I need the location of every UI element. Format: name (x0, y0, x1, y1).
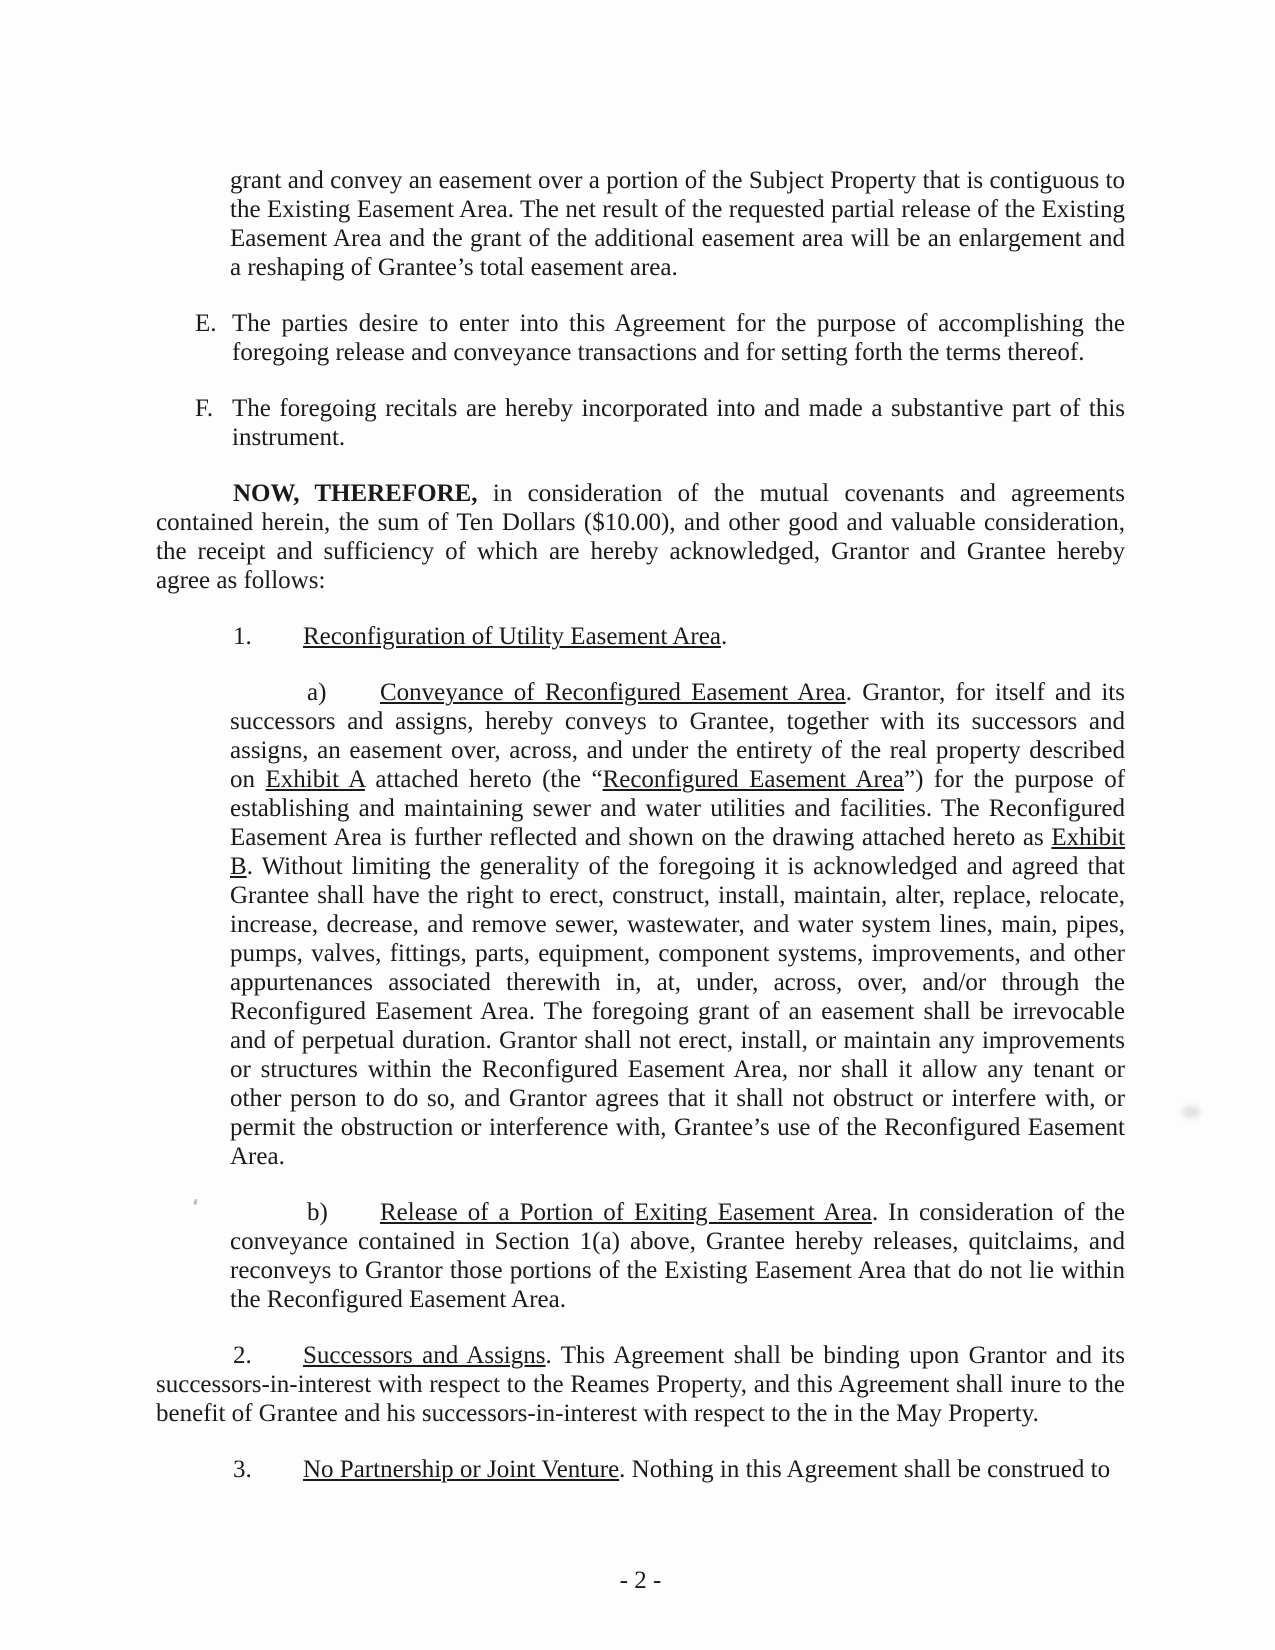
recital-f (195, 394, 1125, 452)
paragraph-recital-d-continuation (230, 166, 1125, 282)
section-1a-text-3: ”) for the purpose of establishing and maintaining sewer and water utilities and facilities. The Reconfigured Easement Area is further reflected and shown on the drawing attached hereto as (230, 766, 1126, 851)
section-3-text: . Nothing in this Agreement shall be construed to (619, 1456, 1111, 1483)
section-1-heading-period: . (720, 623, 728, 650)
now-therefore-text: in consideration of the mutual covenants and agreements contained herein, the sum of Ten Dollars ($10.00), and other good and valuable consideration, the receipt and sufficiency of which are hereby acknowledged, Grantor and Grantee hereby agree as follows: (156, 480, 1125, 594)
paragraph-now-therefore (156, 479, 1125, 595)
recital-e-label: E. (195, 310, 217, 337)
recital-d-continuation-text: grant and convey an easement over a portion of the Subject Property that is contiguous to the Existing Easement Area. The net result of the requested partial release of the Existing Easement Area and the grant of the additional easement area will be an enlargement and a reshaping of Grantee’s total easement area. (230, 167, 1125, 281)
section-1-heading-line (156, 622, 1125, 651)
page-number: - 2 - (619, 1567, 662, 1594)
section-1a-marker: a) (307, 679, 327, 706)
section-2-paragraph (156, 1341, 1125, 1428)
section-1a-paragraph (230, 678, 1125, 1171)
exhibit-a-reference: Exhibit A (265, 766, 365, 793)
section-1a-text-1: . Grantor, for itself and its successors and assigns, hereby conveys to Grantee, together with its successors and assigns, an easement over, across, and under the entirety of the real property described on (230, 679, 1125, 793)
now-therefore-lead: NOW, THEREFORE, (233, 480, 478, 507)
section-1a-heading: Conveyance of Reconfigured Easement Area (380, 679, 846, 706)
section-1-number: 1. (233, 623, 252, 650)
section-1b-marker: b) (307, 1199, 328, 1226)
section-3-heading: No Partnership or Joint Venture (303, 1456, 620, 1483)
section-3-paragraph (156, 1455, 1125, 1484)
section-2-text: . This Agreement shall be binding upon Grantor and its successors-in-interest with respect to the Reames Property, and this Agreement shall inure to the benefit of Grantee and his successors-in-interest with respect to the in the May Property. (156, 1342, 1126, 1427)
recital-e (195, 309, 1125, 367)
section-1a-text-2: attached hereto (the “ (364, 766, 603, 793)
exhibit-b-reference: Exhibit B (230, 824, 1125, 880)
section-1a-text-4: . Without limiting the generality of the foregoing it is acknowledged and agreed that Grantee shall have the right to erect, construct, install, maintain, alter, replace, relocate, increase, decrease, and remove sewer, wastewater, and water system lines, main, pipes, pumps, valves, fittings, parts, equipment, component systems, improvements, and other appurtenances associated therewith in, at, under, across, over, and/or through the Reconfigured Easement Area. The foregoing grant of an easement shall be irrevocable and of perpetual duration. Grantor shall not erect, install, or maintain any improvements or structures within the Reconfigured Easement Area, nor shall it allow any tenant or other person to do so, and Grantor agrees that it shall not obstruct or interfere with, or permit the obstruction or interference with, Grantee’s use of the Reconfigured Easement Area. (230, 853, 1125, 1170)
section-3-number: 3. (233, 1456, 252, 1483)
recital-e-text: The parties desire to enter into this Agreement for the purpose of accomplishing the foregoing release and conveyance transactions and for setting forth the terms thereof. (232, 310, 1125, 366)
recital-f-label: F. (195, 395, 214, 422)
section-2-heading: Successors and Assigns (303, 1342, 546, 1369)
section-1b-heading: Release of a Portion of Exiting Easement Area (380, 1199, 872, 1226)
defined-term-reconfigured-easement-area: Reconfigured Easement Area (602, 766, 904, 793)
section-2-number: 2. (233, 1342, 252, 1369)
section-1b-paragraph (230, 1198, 1125, 1314)
scan-smudge-artifact (1182, 1106, 1200, 1118)
page-body (156, 166, 1125, 1511)
recital-f-text: The foregoing recitals are hereby incorporated into and made a substantive part of this instrument. (232, 395, 1125, 451)
section-1b-text: . In consideration of the conveyance contained in Section 1(a) above, Grantee hereby releases, quitclaims, and reconveys to Grantor those portions of the Existing Easement Area that do not lie within the Reconfigured Easement Area. (230, 1199, 1125, 1313)
section-1-heading: Reconfiguration of Utility Easement Area (303, 623, 721, 650)
